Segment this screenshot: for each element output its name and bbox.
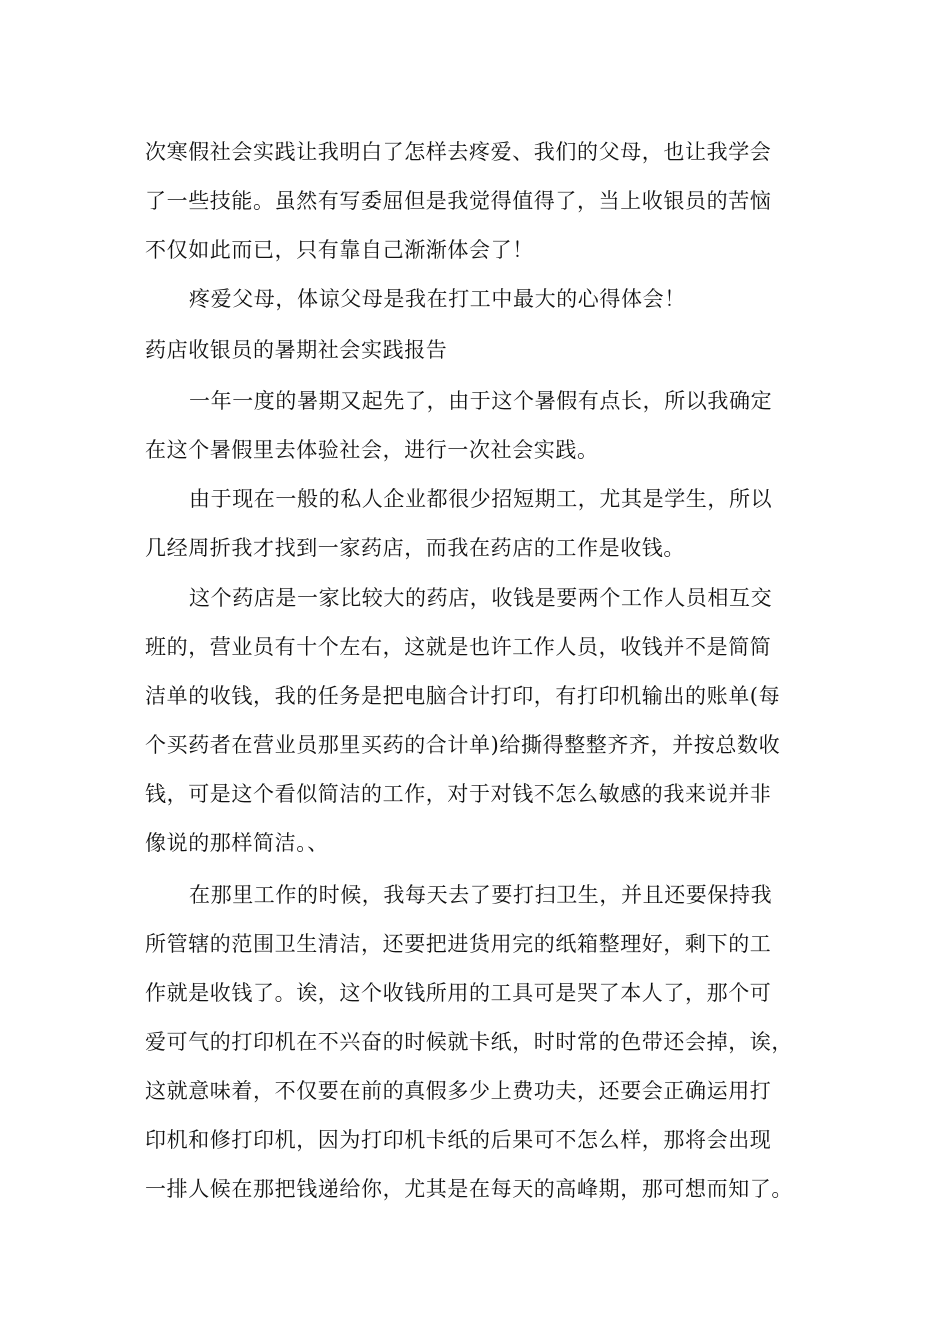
body-text-line: 个买药者在营业员那里买药的合计单)给撕得整整齐齐，并按总数收 <box>145 733 781 757</box>
body-text-line: 在这个暑假里去体验社会，进行一次社会实践。 <box>145 438 599 462</box>
body-text-line: 不仅如此而已，只有靠自己渐渐体会了！ <box>145 238 534 262</box>
body-text-line: 这就意味着，不仅要在前的真假多少上费功夫，还要会正确运用打 <box>145 1079 772 1103</box>
body-text-line: 次寒假社会实践让我明白了怎样去疼爱、我们的父母，也让我学会 <box>145 140 772 164</box>
body-text-line: 像说的那样简洁。、 <box>145 831 329 855</box>
body-text-line: 疼爱父母，体谅父母是我在打工中最大的心得体会！ <box>189 287 686 311</box>
body-text-line: 作就是收钱了。诶，这个收钱所用的工具可是哭了本人了，那个可 <box>145 981 772 1005</box>
body-text-line: 洁单的收钱，我的任务是把电脑合计打印，有打印机输出的账单(每 <box>145 684 781 708</box>
body-text-line: 爱可气的打印机在不兴奋的时候就卡纸，时时常的色带还会掉，诶， <box>145 1030 793 1054</box>
body-text-line: 班的，营业员有十个左右，这就是也许工作人员，收钱并不是简简 <box>145 635 772 659</box>
section-title: 药店收银员的暑期社会实践报告 <box>145 338 448 362</box>
body-text-line: 几经周折我才找到一家药店，而我在药店的工作是收钱。 <box>145 536 685 560</box>
body-text-line: 由于现在一般的私人企业都很少招短期工，尤其是学生，所以 <box>189 487 773 511</box>
body-text-line: 在那里工作的时候，我每天去了要打扫卫生，并且还要保持我 <box>189 883 773 907</box>
body-text-line: 一排人候在那把钱递给你，尤其是在每天的高峰期，那可想而知了。 <box>145 1177 793 1201</box>
body-text-line: 印机和修打印机，因为打印机卡纸的后果可不怎么样，那将会出现 <box>145 1128 772 1152</box>
body-text-line: 了一些技能。虽然有写委屈但是我觉得值得了，当上收银员的苦恼 <box>145 189 772 213</box>
body-text-line: 钱，可是这个看似简洁的工作，对于对钱不怎么敏感的我来说并非 <box>145 782 772 806</box>
body-text-line: 所管辖的范围卫生清洁，还要把进货用完的纸箱整理好，剩下的工 <box>145 932 772 956</box>
body-text-line: 一年一度的暑期又起先了，由于这个暑假有点长，所以我确定 <box>189 389 773 413</box>
body-text-line: 这个药店是一家比较大的药店，收钱是要两个工作人员相互交 <box>189 586 773 610</box>
